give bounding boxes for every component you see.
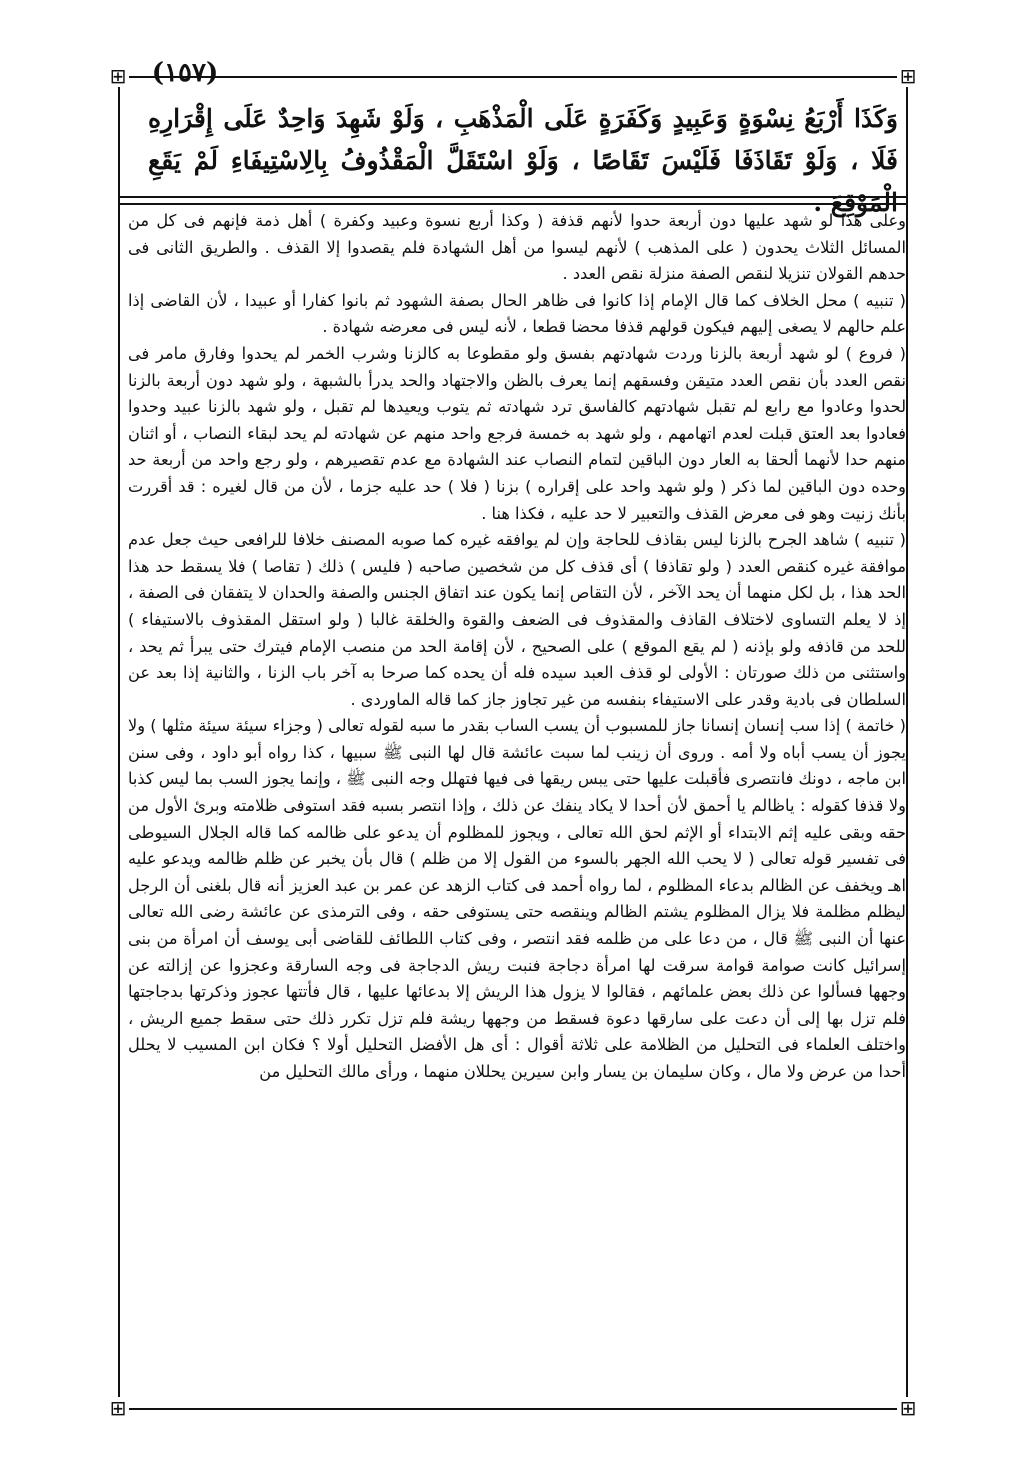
- corner-ornament-icon: ⊞: [107, 1397, 129, 1419]
- corner-ornament-icon: ⊞: [897, 65, 919, 87]
- page-number: (١٥٧): [151, 58, 219, 88]
- sharh-paragraph: ( تنبيه ) محل الخلاف كما قال الإمام إذا كانوا فى ظاهر الحال بصفة الشهود ثم بانوا كفارا أو عبيدا ، لأن القاضى إذا علم حالهم لا يصغى إليهم فيكون قولهم قذفا محضا قطعا ، لأنه ليس فى معرضه شهادة .: [128, 290, 906, 337]
- sharh-paragraph: ( خاتمة ) إذا سب إنسان إنسانا جاز للمسبوب أن يسب الساب بقدر ما سبه لقوله تعالى ( وجزاء سيئة سيئة مثلها ) ولا يجوز أن يسب أباه ولا أمه . وروى أن زينب لما سبت عائشة قال لها النبى ﷺ سبيها ، كذا رواه أبو داود ، وفى سنن ابن ماجه ، دونك فانتصرى فأقبلت عليها حتى يبس ريقها فى فيها فتهلل وجه النبى ﷺ ، وإنما يجوز السب بما ليس كذبا ولا قذفا كقوله : ياظالم يا أحمق لأن أحدا لا يكاد ينفك عن ذلك ، وإذا انتصر بسبه فقد استوفى ظلامته وبرئ الأول من حقه وبقى عليه إثم الابتداء أو الإثم لحق الله تعالى ، ويجوز للمظلوم أن يدعو على ظالمه كما قاله الجلال السيوطى فى تفسير قوله تعالى ( لا يحب الله الجهر بالسوء من القول إلا من ظلم ) قال بأن يخبر عن ظلم ظالمه ويدعو عليه اهـ ويخفف عن الظالم بدعاء المظلوم ، لما رواه أحمد فى كتاب الزهد عن عمر بن عبد العزيز أنه قال بلغنى أن الرجل ليظلم مظلمة فلا يزال المظلوم يشتم الظالم وينقصه حتى يستوفى حقه ، وفى الترمذى عن عائشة رضى الله تعالى عنها أن النبى ﷺ قال ، من دعا على من ظلمه فقد انتصر ، وفى كتاب اللطائف للقاضى أبى يوسف أن امرأة من بنى إسرائيل كانت صوامة قوامة سرقت لها امرأة دجاجة فنبت ريش الدجاجة فى وجه السارقة وعجزوا عن إزالته عن وجهها فسألوا عن ذلك بعض علمائهم ، فقالوا لا يزول هذا الريش إلا بدعائها عليها ، قال فأتتها عجوز وذكرتها بدجاجتها فلم تزل بها إلى أن دعت على سارقها دعوة فسقط من وجهها ريشة فلم تزل تكرر ذلك حتى سقط جميع الريش ، واختلف العلماء فى التحليل من الظلامة على ثلاثة أقوال : أى هل الأفضل التحليل أولا ؟ فكان ابن المسيب لا يحلل أحدا من عرض ولا مال ، وكان سليمان بن يسار وابن سيرين يحللان منهما ، ورأى مالك التحليل من: [128, 716, 906, 1081]
- matn-text: وَكَذَا أَرْبَعُ نِسْوَةٍ وَعَبِيدٍ وَكَفَرَةٍ عَلَى الْمَذْهَبِ ، وَلَوْ شَهِدَ وَاحِدٌ عَلَى إِقْرَارِهِ فَلَا ، وَلَوْ تَقَاذَفَا فَلَيْسَ تَقَاصًا ، وَلَوْ اسْتَقَلَّ الْمَقْذُوفُ بِالِاسْتِيفَاءِ لَمْ يَقَعِ الْمَوْقِعَ .: [148, 104, 898, 217]
- bottom-border: [118, 1408, 908, 1410]
- sharh-paragraph: وعلى هذا لو شهد عليها دون أربعة حدوا لأنهم قذفة ( وكذا أربع نسوة وعبيد وكفرة ) أهل ذمة فإنهم فى كل من المسائل الثلاث يحدون ( على المذهب ) لأنهم ليسوا من أهل الشهادة فلم يقصدوا إلا القذف . والطريق الثانى فى حدهم القولان تنزيلا لنقص الصفة منزلة نقص العدد .: [128, 211, 906, 284]
- sharh-commentary: [128, 208, 906, 1398]
- corner-ornament-icon: ⊞: [897, 1397, 919, 1419]
- corner-ornament-icon: ⊞: [107, 65, 129, 87]
- sharh-paragraph: ( فروع ) لو شهد أربعة بالزنا وردت شهادتهم بفسق ولو مقطوعا به كالزنا وشرب الخمر لم يحدوا وفارق مامر فى نقص العدد بأن نقص العدد متيقن وفسقهم إنما يعرف بالظن والاجتهاد والحد يدرأ بالشبهة ، ولو شهد دون أربعة بالزنا لحدوا وعادوا مع رابع لم تقبل شهادتهم كالفاسق ترد شهادته ثم يتوب ويعيدها لم تقبل ، ولو شهد بالزنا عبيد وحدوا فعادوا بعد العتق قبلت لعدم اتهامهم ، ولو شهد به خمسة فرجع واحد منهم عن شهادته لم يحد لبقاء النصاب ، أو اثنان منهم حدا لأنهما ألحقا به العار دون الباقين لتمام النصاب عند الشهادة مع عدم تقصيرهم ، ولو رجع واحد من أربعة حد وحده دون الباقين لما ذكر ( ولو شهد واحد على إقراره ) بزنا ( فلا ) حد عليه جزما ، لأن من قال لغيره : قد أقررت بأنك زنيت وهو فى معرض القذف والتعبير لا حد عليه ، فكذا هنا .: [128, 343, 906, 523]
- top-border: [118, 76, 908, 78]
- sharh-paragraph: ( تنبيه ) شاهد الجرح بالزنا ليس بقاذف للحاجة وإن لم يوافقه غيره كما صوبه المصنف خلافا للرافعى حيث جعل عدم موافقة غيره كنقص العدد ( ولو تقاذفا ) أى قذف كل من شخصين صاحبه ( فليس ) ذلك ( تقاصا ) فلا يسقط حد هذا الحد هذا ، بل لكل منهما أن يحد الآخر ، لأن التقاص إنما يكون عند اتفاق الجنس والصفة والحدان لا يتفقان فى الصفة ، إذ لا يعلم التساوى لاختلاف القاذف والمقذوف فى الضعف والقوة والخلقة غالبا ( ولو استقل المقذوف بالاستيفاء ) للحد من قاذفه ولو بإذنه ( لم يقع الموقع ) على الصحيح ، لأن إقامة الحد من منصب الإمام فيترك حتى يبرأ ثم يحد ، واستثنى من ذلك صورتان : الأولى لو قذف العبد سيده فله أن يحده كما صرحا به آخر باب الزنا ، والثانية إذا بعد عن السلطان فى بادية وقدر على الاستيفاء بنفسه من غير تجاوز جاز كما قاله الماوردى .: [128, 530, 906, 709]
- matn-separator: [118, 196, 908, 198]
- matn-separator: [118, 203, 908, 205]
